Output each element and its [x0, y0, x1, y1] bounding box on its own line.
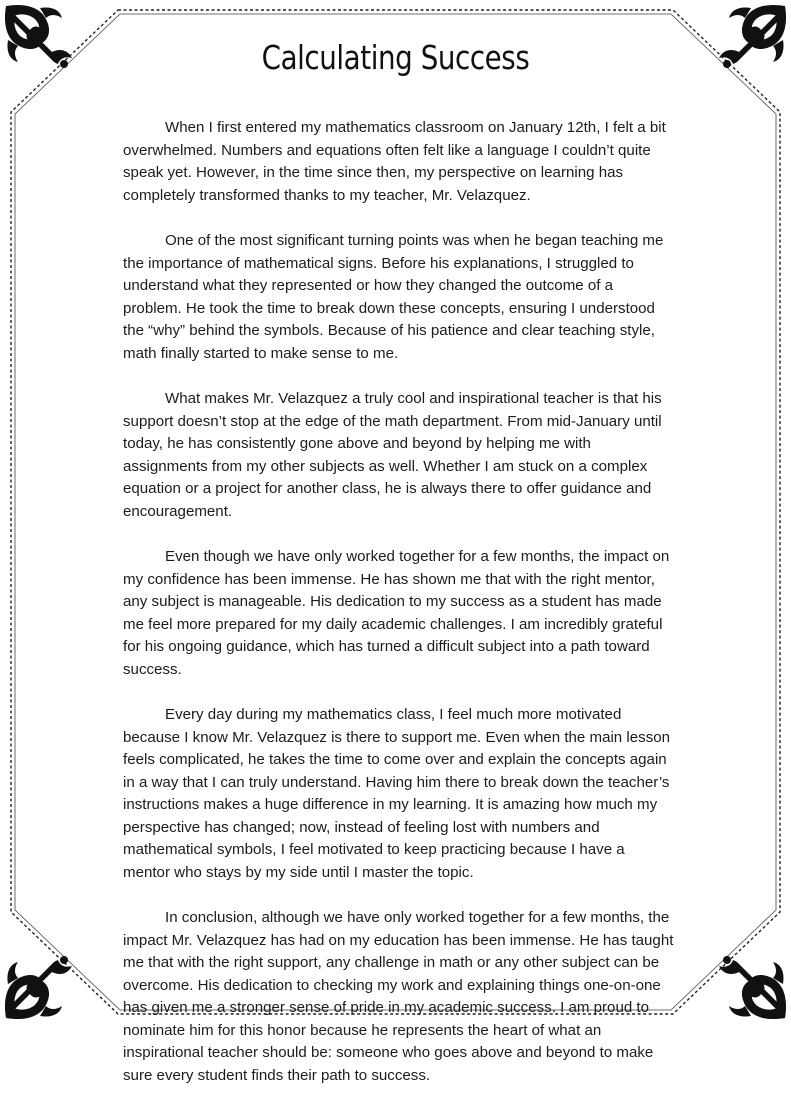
paragraph-6: In conclusion, although we have only worked together for a few months, the impact Mr. Velazquez has had on my education has been immense. He has taught me that with the right support, any challenge in math or any other subject can be overcome. His dedication to checking my work and explaining things one-on-one has given me a stronger sense of pride in my academic success. I am proud to nominate him for this honor because he represents the heart of what an inspirational teacher should be: someone who goes above and beyond to make sure every student finds their path to success.: [123, 909, 674, 1084]
fleur-de-lis-icon: [5, 5, 72, 68]
paragraph-2: One of the most significant turning points was when he began teaching me the importance of mathematical signs. Before his explanations, I struggled to understand what they represented or how they changed the outcome of a problem. He took the time to break down these concepts, ensuring I understood the “why” behind the symbols. Because of his patience and clear teaching style, math finally started to make sense to me.: [123, 232, 664, 362]
corner-ornament-bottom-left: [0, 938, 86, 1024]
paragraph-5: Every day during my mathematics class, I feel much more motivated because I know Mr. Velazquez is there to support me. Even when the main lesson feels complicated, he takes the time to come over and explain the concepts again in a way that I can truly understand. Having him there to break down the teacher’s instructions makes a huge difference in my learning. It is amazing how much my perspective has changed; now, instead of feeling lost with numbers and mathematical symbols, I feel motivated to keep practicing because I have a mentor who stays by my side until I master the topic.: [123, 706, 671, 881]
fleur-de-lis-icon: [719, 5, 786, 68]
document-title: Calculating Success: [261, 38, 530, 77]
paragraph-4: Even though we have only worked together for a few months, the impact on my confidence has been immense. He has shown me that with the right mentor, any subject is manageable. His dedication to my success as a student has made me feel more prepared for my daily academic challenges. I am incredibly grateful for his ongoing guidance, which has turned a difficult subject into a path toward success.: [123, 548, 670, 678]
fleur-de-lis-icon: [5, 956, 72, 1019]
paragraph-3: What makes Mr. Velazquez a truly cool and inspirational teacher is that his support doesn’t stop at the edge of the math department. From mid-January until today, he has consistently gone above and beyond by helping me with assignments from my other subjects as well. Whether I am stuck on a complex equation or a project for another class, he is always there to offer guidance and encouragement.: [123, 390, 662, 520]
corner-ornament-bottom-right: [705, 938, 791, 1024]
fleur-de-lis-icon: [719, 956, 786, 1019]
document-body: [123, 117, 675, 1110]
paragraph-1: When I first entered my mathematics classroom on January 12th, I felt a bit overwhelmed. Numbers and equations often felt like a language I couldn’t quite speak yet. However, in the time since then, my perspective on learning has completely transformed thanks to my teacher, Mr. Velazquez.: [123, 119, 666, 204]
